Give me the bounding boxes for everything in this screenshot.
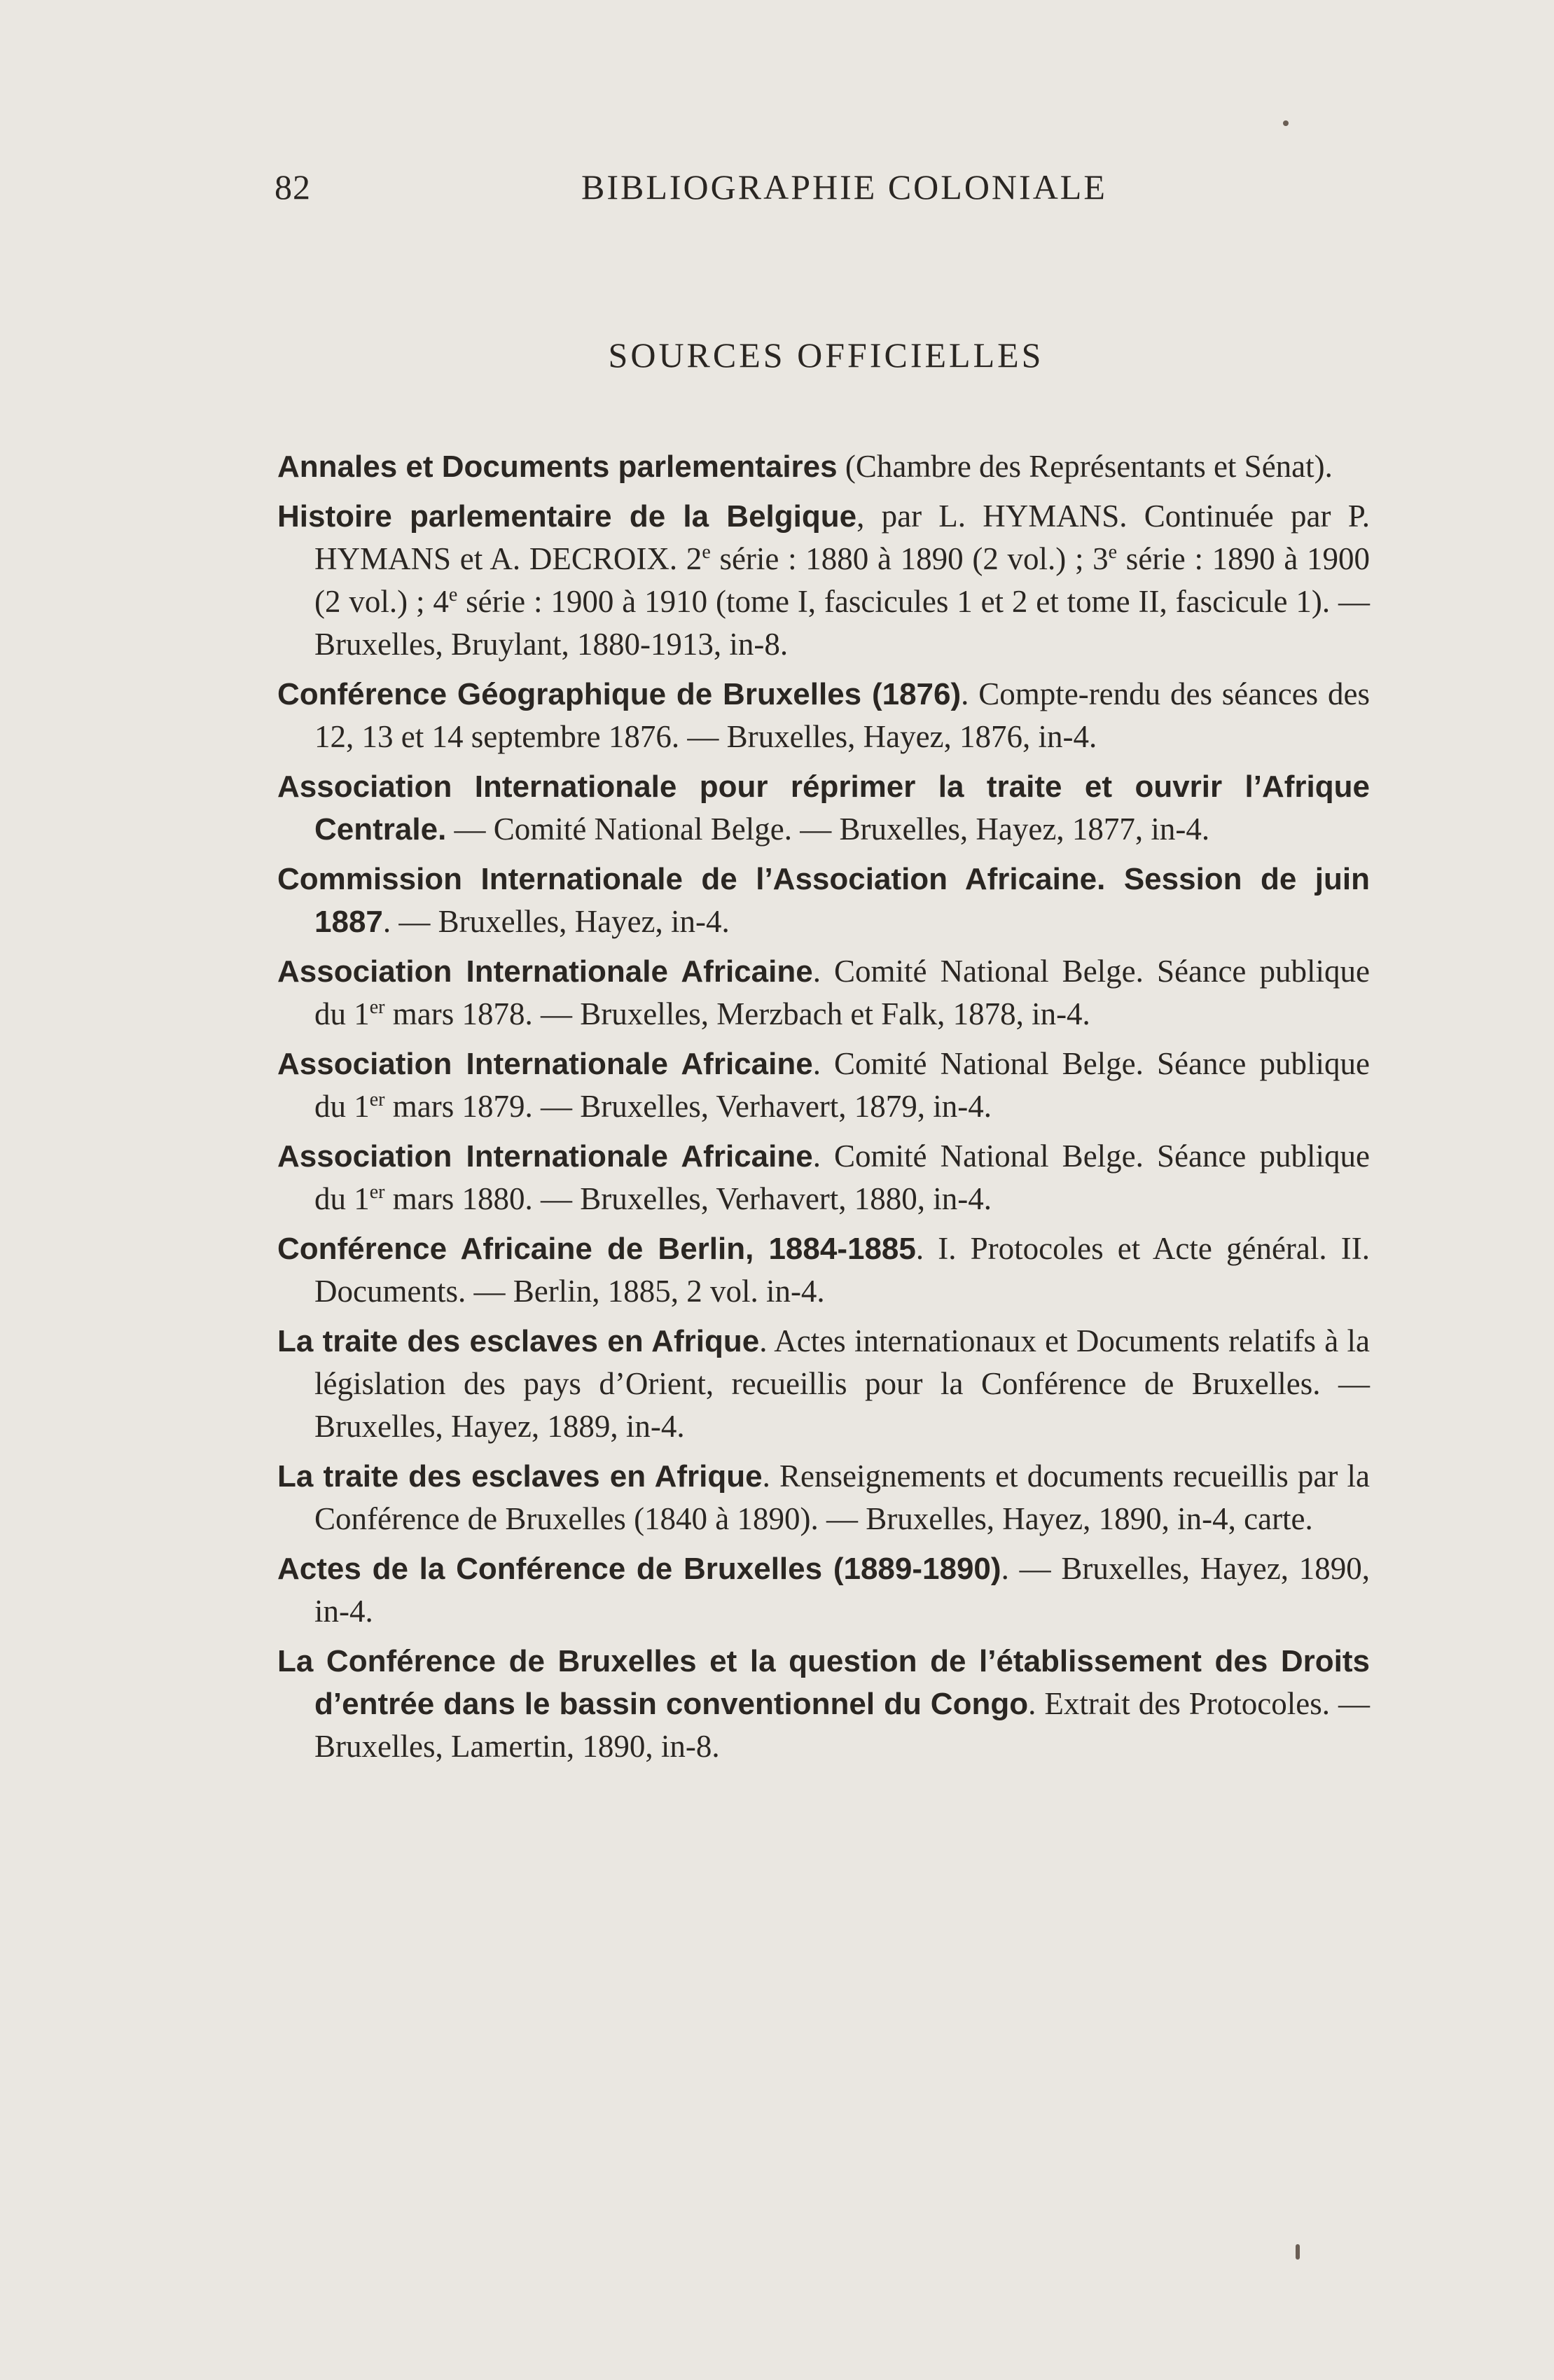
entry-title: La traite des esclaves en Afrique: [277, 1324, 760, 1358]
entry-details: série : 1890 à 1900 (2 vol.) ; 4: [314, 541, 1371, 619]
entry-title: La Conférence de Bruxelles et la question de l’établissement des Droits d’entrée dans le bassin conventionnel du Congo: [277, 1644, 1370, 1721]
paper-speck: [1296, 2244, 1300, 2260]
entry-details: . Comité National Belge. Séance publique du 1: [314, 1046, 1370, 1124]
entry-title: Conférence Géographique de Bruxelles (1876): [277, 677, 962, 711]
bibliography-entry: [277, 1640, 1370, 1768]
entry-details: . Comité National Belge. Séance publique du 1: [314, 954, 1370, 1031]
ordinal-superscript: er: [369, 1089, 385, 1111]
bibliography-entry: [277, 950, 1370, 1036]
bibliography-entry: [277, 1455, 1370, 1540]
entry-details: série : 1900 à 1910 (tome I, fascicules 1 et 2 et tome II, fascicule 1). — Bruxelles, Bruylant, 1880-1913, in-8.: [314, 584, 1370, 662]
ordinal-superscript: er: [369, 1181, 385, 1203]
entry-details: . — Bruxelles, Hayez, in-4.: [382, 904, 730, 939]
bibliography-entry: [277, 1043, 1370, 1128]
ordinal-superscript: e: [448, 584, 458, 606]
section-title: SOURCES OFFICIELLES: [608, 335, 1044, 375]
paper-speck: [1283, 120, 1289, 126]
entry-title: Association Internationale Africaine: [277, 1139, 813, 1174]
bibliography-entry: [277, 1135, 1370, 1220]
entry-title: Annales et Documents parlementaires: [277, 450, 838, 484]
entry-details: (Chambre des Représentants et Sénat).: [837, 449, 1333, 484]
bibliography-entry: [277, 445, 1370, 488]
entry-title: La traite des esclaves en Afrique: [277, 1459, 763, 1494]
entry-details: série : 1880 à 1890 (2 vol.) ; 3: [710, 541, 1109, 576]
running-title: BIBLIOGRAPHIE COLONIALE: [581, 167, 1107, 207]
entry-details: . Extrait des Protocoles. — Bruxelles, Lamertin, 1890, in-8.: [314, 1686, 1370, 1764]
bibliography-list: [277, 445, 1370, 1775]
bibliography-entry: [277, 1320, 1370, 1448]
entry-title: Commission Internationale de l’Association Africaine. Session de juin 1887: [277, 862, 1370, 939]
entry-details: . Comité National Belge. Séance publique du 1: [314, 1139, 1370, 1216]
bibliography-entry: [277, 495, 1370, 666]
entry-title: Association Internationale Africaine: [277, 954, 813, 989]
entry-title: Actes de la Conférence de Bruxelles (1889-1890): [277, 1552, 1001, 1586]
bibliography-entry: [277, 673, 1370, 758]
entry-details: — Comité National Belge. — Bruxelles, Hayez, 1877, in-4.: [446, 812, 1210, 847]
entry-details: . Compte-rendu des séances des 12, 13 et 14 septembre 1876. — Bruxelles, Hayez, 1876, in-4.: [314, 676, 1370, 754]
entry-details: . I. Protocoles et Acte général. II. Documents. — Berlin, 1885, 2 vol. in-4.: [314, 1231, 1370, 1309]
ordinal-superscript: er: [369, 996, 385, 1018]
entry-details: mars 1879. — Bruxelles, Verhavert, 1879, in-4.: [384, 1089, 992, 1124]
ordinal-superscript: e: [1108, 541, 1118, 563]
running-header: [275, 167, 1367, 216]
entry-details: . Renseignements et documents recueillis par la Conférence de Bruxelles (1840 à 1890). — Bruxelles, Hayez, 1890, in-4, carte.: [314, 1459, 1370, 1536]
ordinal-superscript: e: [702, 541, 711, 563]
entry-details: . Actes internationaux et Documents relatifs à la législation des pays d’Orient, recueillis pour la Conférence de Bruxelles. — Bruxelles, Hayez, 1889, in-4.: [314, 1323, 1370, 1444]
bibliography-entry: [277, 765, 1370, 851]
entry-title: Conférence Africaine de Berlin, 1884-1885: [277, 1232, 916, 1266]
page-number: 82: [275, 167, 311, 207]
entry-details: . — Bruxelles, Hayez, 1890, in-4.: [314, 1551, 1370, 1629]
bibliography-entry: [277, 858, 1370, 943]
entry-details: , par L. HYMANS. Continuée par P. HYMANS et A. DECROIX. 2: [314, 499, 1370, 576]
entry-details: mars 1878. — Bruxelles, Merzbach et Falk, 1878, in-4.: [384, 996, 1090, 1031]
entry-details: mars 1880. — Bruxelles, Verhavert, 1880, in-4.: [384, 1181, 992, 1216]
entry-title: Association Internationale Africaine: [277, 1047, 813, 1081]
entry-title: Association Internationale pour réprimer la traite et ouvrir l’Afrique Centrale.: [277, 770, 1370, 847]
bibliography-entry: [277, 1227, 1370, 1313]
entry-title: Histoire parlementaire de la Belgique: [277, 499, 857, 534]
bibliography-entry: [277, 1547, 1370, 1633]
